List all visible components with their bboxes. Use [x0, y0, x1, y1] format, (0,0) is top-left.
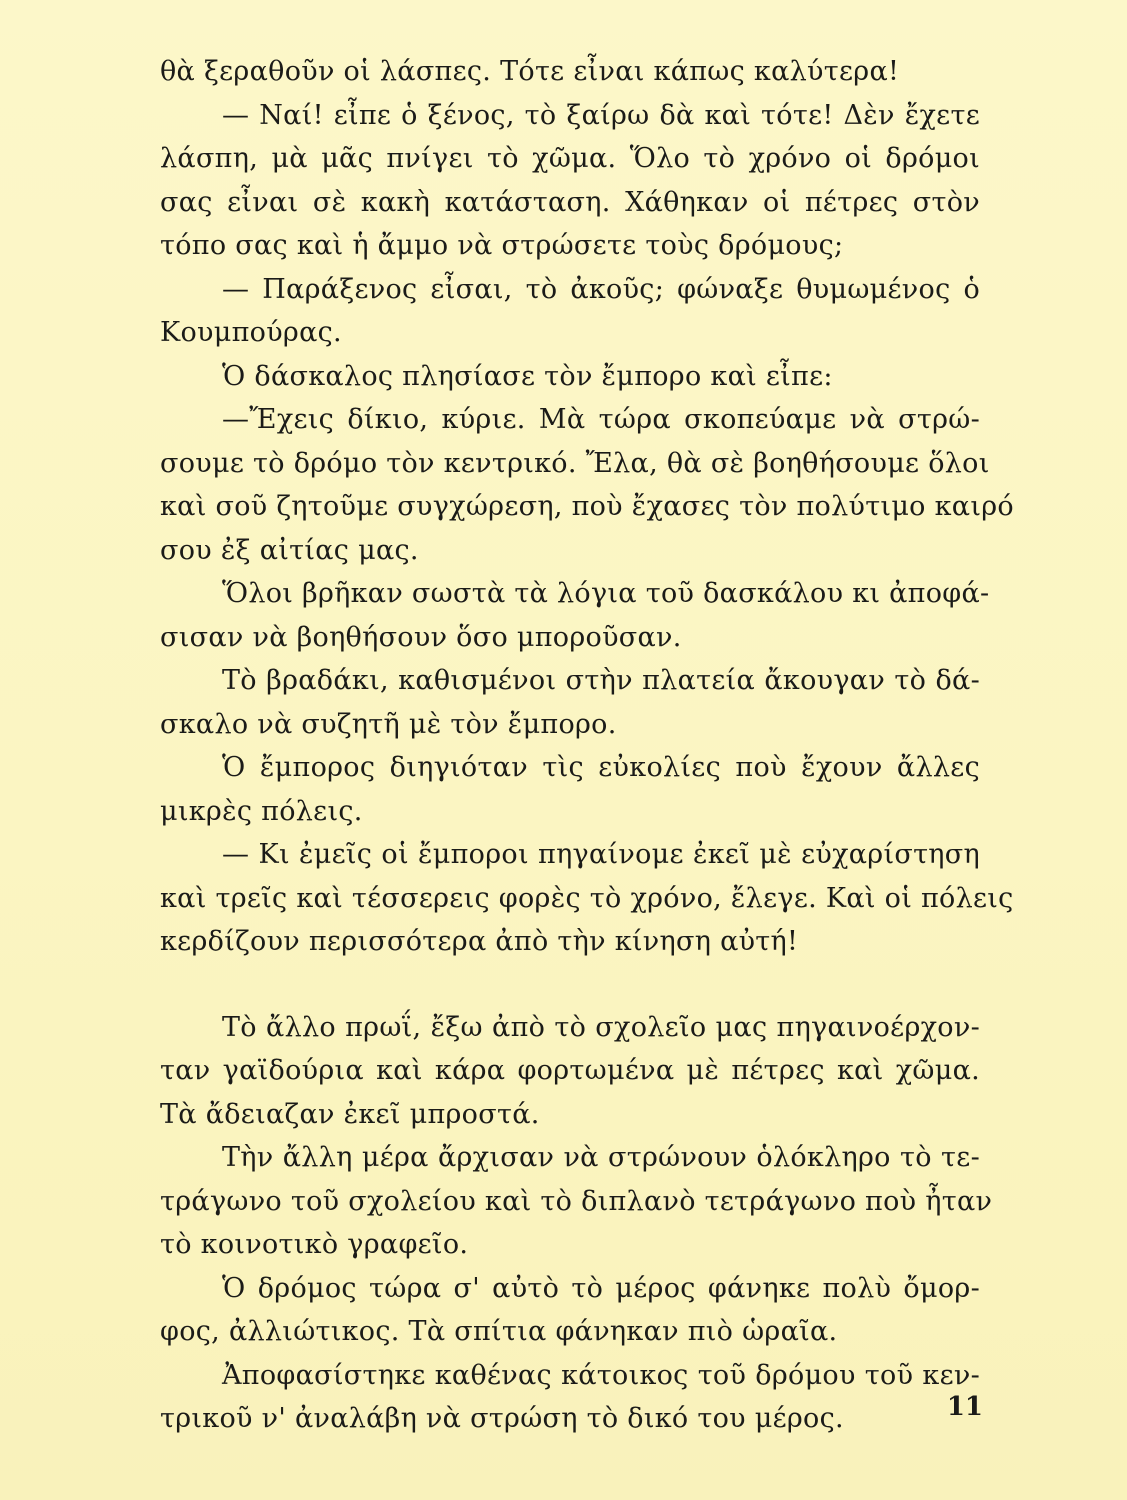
paragraph	[160, 1006, 980, 1137]
text-line: — Κι ἐμεῖς οἱ ἔμποροι πηγαίνομε ἐκεῖ μὲ εὐχαρίστηση	[222, 839, 980, 870]
paragraph	[160, 268, 980, 355]
body-text	[160, 50, 1014, 1441]
text-line: Τὸ ἄλλο πρωΐ, ἔξω ἀπὸ τὸ σχολεῖο μας πηγαινοέρχον-	[222, 1011, 980, 1043]
paragraph	[160, 398, 1014, 572]
text-line: —Ἔχεις δίκιο, κύριε. Μὰ τώρα σκοπεύαμε νὰ στρώ-	[222, 404, 980, 435]
paragraph	[160, 1354, 980, 1441]
text-line: σου ἐξ αἰτίας μας.	[160, 534, 419, 566]
text-line: ταν γαϊδούρια καὶ κάρα φορτωμένα μὲ πέτρες καὶ χῶμα.	[160, 1055, 980, 1086]
section-gap	[160, 964, 980, 1006]
text-line: — Ναί! εἶπε ὁ ξένος, τὸ ξαίρω δὰ καὶ τότε! Δὲν ἔχετε	[222, 99, 980, 131]
paragraph	[160, 94, 980, 268]
text-line: λάσπη, μὰ μᾶς πνίγει τὸ χῶμα. Ὅλο τὸ χρόνο οἱ δρόμοι	[160, 143, 980, 174]
text-line: τράγωνο τοῦ σχολείου καὶ τὸ διπλανὸ τετράγωνο ποὺ ἦταν	[160, 1185, 993, 1217]
text-line: σας εἶναι σὲ κακὴ κατάσταση. Χάθηκαν οἱ πέτρες στὸν	[160, 186, 980, 218]
paragraph	[160, 572, 990, 659]
text-line: Τὰ ἄδειαζαν ἐκεῖ μπροστά.	[160, 1098, 540, 1130]
paragraph	[160, 1136, 993, 1267]
text-line: — Παράξενος εἶσαι, τὸ ἀκοῦς; φώναξε θυμωμένος ὁ	[222, 273, 980, 305]
text-line: σκαλο νὰ συζητῆ μὲ τὸν ἔμπορο.	[160, 708, 617, 740]
paragraph	[160, 355, 980, 399]
paragraph	[160, 659, 980, 746]
text-line: κερδίζουν περισσότερα ἀπὸ τὴν κίνηση αὐτή!	[160, 926, 799, 957]
text-line: φος, ἀλλιώτικος. Τὰ σπίτια φάνηκαν πιὸ ὡραῖα.	[160, 1316, 838, 1347]
text-line: Κουμπούρας.	[160, 317, 342, 348]
paragraph	[160, 746, 980, 833]
text-line: Ἀποφασίστηκε καθένας κάτοικος τοῦ δρόμου τοῦ κεν-	[222, 1359, 980, 1391]
text-line: Ὅλοι βρῆκαν σωστὰ τὰ λόγια τοῦ δασκάλου κι ἀποφά-	[222, 578, 990, 609]
text-line: Τὸ βραδάκι, καθισμένοι στὴν πλατεία ἄκουγαν τὸ δά-	[222, 665, 980, 696]
paragraph	[160, 50, 980, 94]
text-line: μικρὲς πόλεις.	[160, 795, 363, 827]
text-line: τόπο σας καὶ ἡ ἄμμο νὰ στρώσετε τοὺς δρόμους;	[160, 230, 844, 261]
text-line: καὶ τρεῖς καὶ τέσσερεις φορὲς τὸ χρόνο, ἔλεγε. Καὶ οἱ πόλεις	[160, 882, 1014, 914]
text-line: τὸ κοινοτικὸ γραφεῖο.	[160, 1229, 469, 1260]
text-line: σουμε τὸ δρόμο τὸν κεντρικό. Ἔλα, θὰ σὲ βοηθήσουμε ὅλοι	[160, 447, 990, 479]
paragraph	[160, 1267, 980, 1354]
text-line: καὶ σοῦ ζητοῦμε συγχώρεση, ποὺ ἔχασες τὸν πολύτιμο καιρό	[160, 491, 1014, 522]
text-line: Τὴν ἄλλη μέρα ἄρχισαν νὰ στρώνουν ὁλόκληρο τὸ τε-	[222, 1142, 980, 1173]
paragraph	[160, 833, 1014, 964]
text-line: θὰ ξεραθοῦν οἱ λάσπες. Τότε εἶναι κάπως καλύτερα!	[160, 56, 900, 87]
text-line: τρικοῦ ν' ἀναλάβη νὰ στρώση τὸ δικό του μέρος.	[160, 1403, 844, 1434]
page-number: 11	[946, 1392, 983, 1422]
text-line: Ὁ δρόμος τώρα σ' αὐτὸ τὸ μέρος φάνηκε πολὺ ὄμορ-	[222, 1272, 980, 1304]
text-line: σισαν νὰ βοηθήσουν ὅσο μποροῦσαν.	[160, 621, 682, 653]
text-line: Ὁ ἔμπορος διηγιόταν τὶς εὐκολίες ποὺ ἔχουν ἄλλες	[222, 752, 980, 783]
text-line: Ὁ δάσκαλος πλησίασε τὸν ἔμπορο καὶ εἶπε:	[222, 360, 833, 392]
